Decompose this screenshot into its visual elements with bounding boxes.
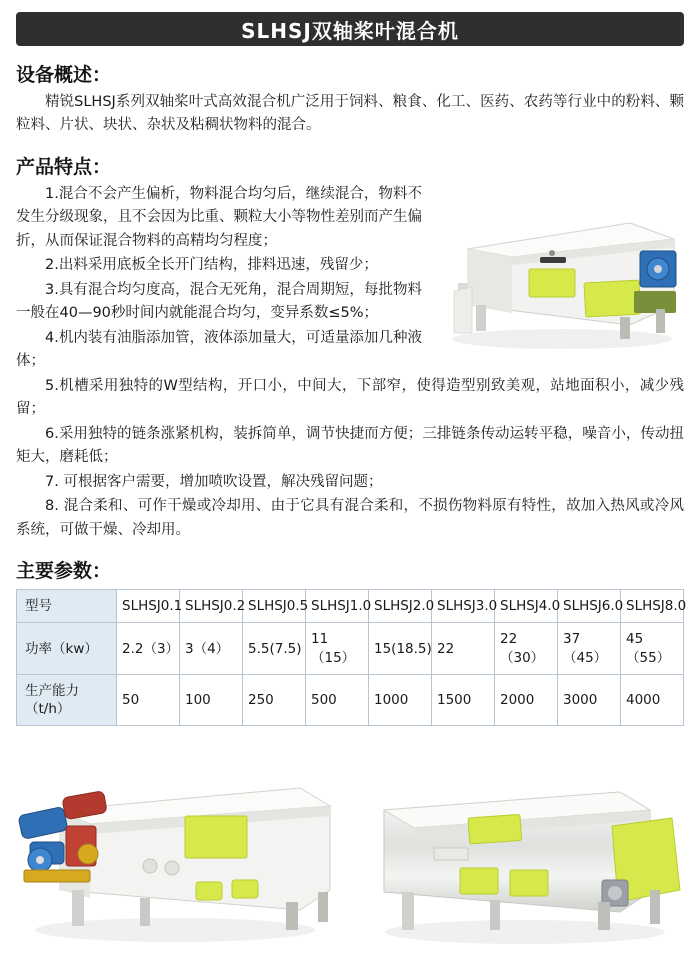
cell-power-7: 22（30） [495,623,558,674]
cell-model-6: SLHSJ3.0 [432,590,495,623]
machine-photo-top-right [434,187,684,367]
page-title-bar [16,12,684,46]
feature-item-2: 2.出料采用底板全长开门结构，排料迅速，残留少； [45,257,378,274]
mixer-machine-motor-side-illustration [0,740,350,955]
overview-heading: 设备概述： [16,64,112,86]
feature-item-6: 6.采用独特的链条涨紧机构，装拆简单，调节快捷而方便；三排链条传动运转平稳，噪音小，传动扭矩大，磨耗低； [16,425,684,466]
row-label-model: 型号 [17,590,117,623]
cell-capacity-7: 2000 [495,674,558,725]
table-row [17,623,684,674]
cell-power-5: 15(18.5) [369,623,432,674]
cell-capacity-1: 50 [117,674,180,725]
feature-item-3: 3.具有混合均匀度高，混合无死角，混合周期短，每批物料一般在40—90秒时间内就能混合均匀，变异系数≤5%； [16,281,422,322]
cell-capacity-6: 1500 [432,674,495,725]
cell-capacity-4: 500 [306,674,369,725]
table-row [17,674,684,725]
machine-photo-bottom-left [0,740,350,955]
cell-capacity-8: 3000 [558,674,621,725]
cell-model-4: SLHSJ1.0 [306,590,369,623]
feature-item-8: 8. 混合柔和、可作干燥或冷却用、由于它具有混合柔和，不损伤物料原有特性，故加入热风或冷风系统，可做干燥、冷却用。 [16,498,684,538]
cell-model-8: SLHSJ6.0 [558,590,621,623]
row-label-power: 功率（kw） [17,623,117,674]
feature-item-4: 4.机内装有油脂添加管，液体添加量大，可适量添加几种液体； [16,329,422,370]
cell-power-4: 11（15） [306,623,369,674]
overview-text: 精锐SLHSJ系列双轴桨叶式高效混合机广泛用于饲料、粮食、化工、医药、农药等行业中的粉料、颗粒料、片状、块状、杂状及粘稠状物料的混合。 [16,94,684,134]
cell-power-1: 2.2（3） [117,623,180,674]
cell-capacity-9: 4000 [621,674,684,725]
cell-model-9: SLHSJ8.0 [621,590,684,623]
overview-block [16,91,684,138]
row-label-capacity: 生产能力（t/h） [17,674,117,725]
cell-power-8: 37（45） [558,623,621,674]
cell-capacity-5: 1000 [369,674,432,725]
mixer-machine-stainless-illustration [350,740,700,955]
cell-model-3: SLHSJ0.5 [243,590,306,623]
features-block [16,183,684,542]
parameters-table [16,589,687,726]
cell-capacity-2: 100 [180,674,243,725]
table-row [17,590,684,623]
product-page [0,12,700,955]
cell-power-9: 45（55） [621,623,684,674]
cell-model-1: SLHSJ0.1 [117,590,180,623]
bottom-photo-strip [0,740,700,955]
page-title: SLHSJ双轴桨叶混合机 [241,18,459,43]
cell-model-5: SLHSJ2.0 [369,590,432,623]
cell-power-3: 5.5(7.5) [243,623,306,674]
feature-item-1: 1.混合不会产生偏析，物料混合均匀后，继续混合，物料不发生分级现象，且不会因为比重、颗粒大小等物性差别而产生偏折，从而保证混合物料的高精均匀程度； [16,185,422,249]
cell-power-2: 3（4） [180,623,243,674]
params-heading: 主要参数： [16,560,112,583]
mixer-machine-white-illustration [434,187,684,367]
feature-item-5: 5.机槽采用独特的W型结构，开口小，中间大，下部窄，使得造型别致美观，站地面积小，减少残留； [16,377,684,418]
features-heading: 产品特点： [16,155,112,178]
cell-capacity-3: 250 [243,674,306,725]
cell-model-7: SLHSJ4.0 [495,590,558,623]
cell-model-2: SLHSJ0.2 [180,590,243,623]
machine-photo-bottom-right [350,740,700,955]
cell-power-6: 22 [432,623,495,674]
feature-item-7: 7. 可根据客户需要，增加喷吹设置，解决残留问题； [45,473,383,490]
